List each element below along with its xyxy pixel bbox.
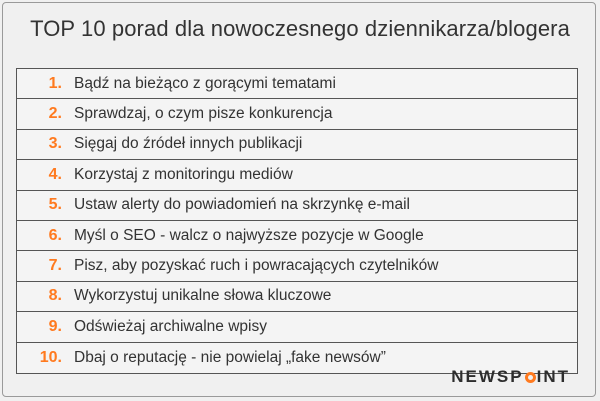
tips-list bbox=[16, 68, 578, 374]
item-number: 5. bbox=[48, 196, 62, 214]
list-item bbox=[17, 99, 577, 129]
item-text: Korzystaj z monitoringu mediów bbox=[74, 165, 293, 183]
newspoint-logo bbox=[451, 367, 570, 387]
item-number: 10. bbox=[39, 348, 62, 366]
list-item bbox=[17, 191, 577, 221]
list-item bbox=[17, 251, 577, 281]
list-item bbox=[17, 282, 577, 312]
item-text: Myśl o SEO - walcz o najwyższe pozycje w Google bbox=[74, 226, 424, 244]
page-title: TOP 10 porad dla nowoczesnego dziennikarza/blogera bbox=[30, 16, 570, 41]
item-number: 2. bbox=[48, 105, 62, 123]
item-number: 8. bbox=[48, 287, 62, 305]
item-text: Ustaw alerty do powiadomień na skrzynkę e-mail bbox=[74, 196, 410, 214]
item-text: Bądź na bieżąco z gorącymi tematami bbox=[74, 74, 336, 92]
item-text: Sprawdzaj, o czym pisze konkurencja bbox=[74, 105, 333, 123]
logo-text-start: NEWSP bbox=[451, 367, 524, 386]
list-item bbox=[17, 130, 577, 160]
item-text: Odświeżaj archiwalne wpisy bbox=[74, 317, 267, 335]
item-number: 9. bbox=[48, 317, 62, 335]
item-text: Dbaj o reputację - nie powielaj „fake newsów” bbox=[74, 348, 386, 366]
list-item bbox=[17, 221, 577, 251]
item-text: Pisz, aby pozyskać ruch i powracających czytelników bbox=[74, 257, 439, 275]
item-number: 6. bbox=[48, 226, 62, 244]
item-text: Sięgaj do źródeł innych publikacji bbox=[74, 135, 303, 153]
list-item bbox=[17, 69, 577, 99]
item-number: 3. bbox=[48, 135, 62, 153]
list-item bbox=[17, 312, 577, 342]
list-item bbox=[17, 160, 577, 190]
item-text: Wykorzystuj unikalne słowa kluczowe bbox=[74, 287, 332, 305]
item-number: 7. bbox=[48, 257, 62, 275]
logo-text-end: INT bbox=[536, 367, 570, 386]
item-number: 1. bbox=[48, 74, 62, 92]
item-number: 4. bbox=[48, 165, 62, 183]
logo-o-circle-icon bbox=[525, 372, 536, 383]
